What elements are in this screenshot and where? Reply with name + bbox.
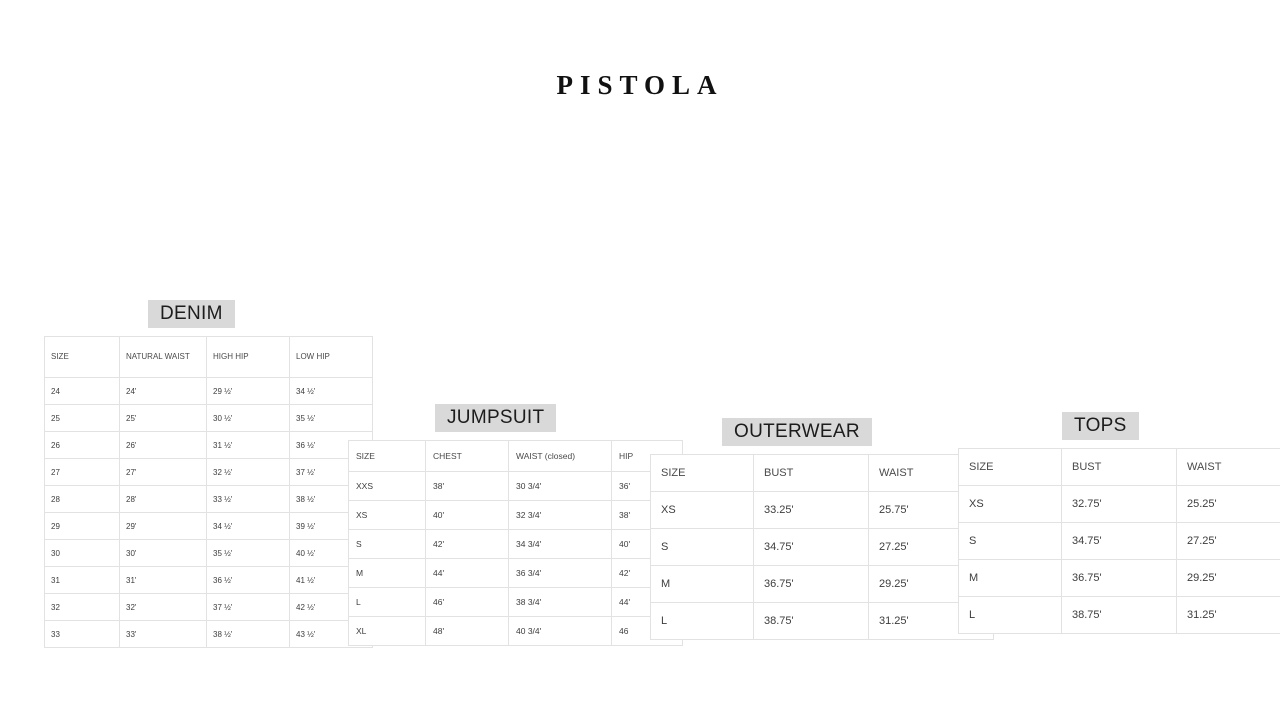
cell-bust: 34.75': [754, 529, 869, 566]
cell-waist: 34 3/4': [509, 530, 612, 559]
table-row: [651, 566, 994, 603]
cell-waist: 31': [120, 567, 207, 594]
cell-waist: 27.25': [1177, 523, 1280, 560]
column-header-size: SIZE: [349, 441, 426, 472]
cell-high-hip: 29 ½': [207, 378, 290, 405]
cell-size: M: [959, 560, 1062, 597]
cell-size: L: [651, 603, 754, 640]
cell-size: 25: [45, 405, 120, 432]
cell-waist: 27.25': [869, 529, 994, 566]
table-row: [45, 432, 373, 459]
table-header-row: [959, 449, 1280, 486]
table-row: [45, 513, 373, 540]
cell-waist: 25.75': [869, 492, 994, 529]
table-row: [45, 621, 373, 648]
chart-title-jumpsuit: JUMPSUIT: [435, 404, 556, 432]
cell-size: 31: [45, 567, 120, 594]
cell-waist: 38 3/4': [509, 588, 612, 617]
cell-size: 24: [45, 378, 120, 405]
table-denim: [44, 336, 373, 648]
size-chart-outerwear: [650, 418, 994, 640]
cell-high-hip: 38 ½': [207, 621, 290, 648]
table-row: [651, 603, 994, 640]
cell-waist: 25': [120, 405, 207, 432]
cell-size: 26: [45, 432, 120, 459]
cell-low-hip: 40 ½': [290, 540, 373, 567]
cell-waist: 30 3/4': [509, 472, 612, 501]
table-header-row: [651, 455, 994, 492]
table-row: [349, 530, 683, 559]
cell-low-hip: 36 ½': [290, 432, 373, 459]
cell-size: XXS: [349, 472, 426, 501]
cell-size: XS: [349, 501, 426, 530]
chart-title-tops: TOPS: [1062, 412, 1139, 440]
table-row: [651, 492, 994, 529]
cell-low-hip: 34 ½': [290, 378, 373, 405]
cell-size: 27: [45, 459, 120, 486]
cell-low-hip: 37 ½': [290, 459, 373, 486]
table-row: [959, 486, 1280, 523]
table-row: [45, 405, 373, 432]
table-row: [349, 588, 683, 617]
table-outerwear: [650, 454, 994, 640]
cell-high-hip: 33 ½': [207, 486, 290, 513]
table-tops: [958, 448, 1280, 634]
column-header-waist: WAIST: [1177, 449, 1280, 486]
cell-size: S: [651, 529, 754, 566]
cell-size: S: [349, 530, 426, 559]
table-row: [349, 559, 683, 588]
column-header-low-hip: LOW HIP: [290, 337, 373, 378]
cell-low-hip: 39 ½': [290, 513, 373, 540]
table-row: [45, 378, 373, 405]
cell-waist: 29.25': [869, 566, 994, 603]
table-row: [45, 486, 373, 513]
cell-waist: 29.25': [1177, 560, 1280, 597]
cell-waist: 36 3/4': [509, 559, 612, 588]
column-header-bust: BUST: [754, 455, 869, 492]
table-row: [959, 523, 1280, 560]
cell-waist: 31.25': [1177, 597, 1280, 634]
table-row: [651, 529, 994, 566]
chart-title-denim: DENIM: [148, 300, 235, 328]
table-jumpsuit: [348, 440, 683, 646]
cell-size: 32: [45, 594, 120, 621]
cell-size: XS: [959, 486, 1062, 523]
cell-waist: 30': [120, 540, 207, 567]
cell-bust: 38.75': [754, 603, 869, 640]
cell-high-hip: 30 ½': [207, 405, 290, 432]
cell-size: 30: [45, 540, 120, 567]
column-header-size: SIZE: [45, 337, 120, 378]
cell-bust: 33.25': [754, 492, 869, 529]
cell-size: 33: [45, 621, 120, 648]
size-chart-tops: [958, 412, 1280, 634]
column-header-bust: BUST: [1062, 449, 1177, 486]
size-chart-jumpsuit: [348, 404, 683, 646]
cell-chest: 40': [426, 501, 509, 530]
cell-waist: 32': [120, 594, 207, 621]
cell-waist: 29': [120, 513, 207, 540]
table-row: [45, 540, 373, 567]
cell-low-hip: 38 ½': [290, 486, 373, 513]
cell-chest: 46': [426, 588, 509, 617]
cell-waist: 32 3/4': [509, 501, 612, 530]
cell-bust: 36.75': [1062, 560, 1177, 597]
cell-size: XS: [651, 492, 754, 529]
cell-waist: 26': [120, 432, 207, 459]
table-row: [349, 472, 683, 501]
cell-high-hip: 35 ½': [207, 540, 290, 567]
cell-size: 29: [45, 513, 120, 540]
table-row: [45, 594, 373, 621]
column-header-chest: CHEST: [426, 441, 509, 472]
cell-hip: 46: [612, 617, 683, 646]
cell-size: 28: [45, 486, 120, 513]
cell-high-hip: 32 ½': [207, 459, 290, 486]
cell-size: M: [349, 559, 426, 588]
column-header-size: SIZE: [651, 455, 754, 492]
cell-low-hip: 43 ½': [290, 621, 373, 648]
cell-low-hip: 35 ½': [290, 405, 373, 432]
cell-waist: 33': [120, 621, 207, 648]
cell-bust: 32.75': [1062, 486, 1177, 523]
cell-waist: 27': [120, 459, 207, 486]
table-row: [349, 501, 683, 530]
column-header-waist: WAIST: [869, 455, 994, 492]
column-header-natural-waist: NATURAL WAIST: [120, 337, 207, 378]
column-header-waist-closed: WAIST (closed): [509, 441, 612, 472]
column-header-high-hip: HIGH HIP: [207, 337, 290, 378]
cell-high-hip: 34 ½': [207, 513, 290, 540]
cell-high-hip: 37 ½': [207, 594, 290, 621]
cell-waist: 25.25': [1177, 486, 1280, 523]
size-chart-denim: [44, 300, 373, 648]
table-row: [45, 567, 373, 594]
chart-title-outerwear: OUTERWEAR: [722, 418, 872, 446]
cell-low-hip: 42 ½': [290, 594, 373, 621]
cell-high-hip: 31 ½': [207, 432, 290, 459]
cell-chest: 48': [426, 617, 509, 646]
cell-chest: 44': [426, 559, 509, 588]
cell-bust: 34.75': [1062, 523, 1177, 560]
cell-chest: 42': [426, 530, 509, 559]
cell-bust: 38.75': [1062, 597, 1177, 634]
cell-size: XL: [349, 617, 426, 646]
cell-low-hip: 41 ½': [290, 567, 373, 594]
cell-high-hip: 36 ½': [207, 567, 290, 594]
cell-size: S: [959, 523, 1062, 560]
table-header-row: [45, 337, 373, 378]
table-header-row: [349, 441, 683, 472]
cell-size: M: [651, 566, 754, 603]
brand-wordmark: PISTOLA: [556, 70, 724, 100]
cell-hip: 44': [612, 588, 683, 617]
cell-hip: 36': [612, 472, 683, 501]
column-header-hip: HIP: [612, 441, 683, 472]
cell-waist: 31.25': [869, 603, 994, 640]
table-row: [959, 597, 1280, 634]
cell-hip: 40': [612, 530, 683, 559]
cell-bust: 36.75': [754, 566, 869, 603]
cell-chest: 38': [426, 472, 509, 501]
cell-hip: 42': [612, 559, 683, 588]
cell-size: L: [349, 588, 426, 617]
cell-hip: 38': [612, 501, 683, 530]
cell-waist: 28': [120, 486, 207, 513]
table-row: [349, 617, 683, 646]
cell-size: L: [959, 597, 1062, 634]
column-header-size: SIZE: [959, 449, 1062, 486]
cell-waist: 24': [120, 378, 207, 405]
table-row: [45, 459, 373, 486]
cell-waist: 40 3/4': [509, 617, 612, 646]
table-row: [959, 560, 1280, 597]
